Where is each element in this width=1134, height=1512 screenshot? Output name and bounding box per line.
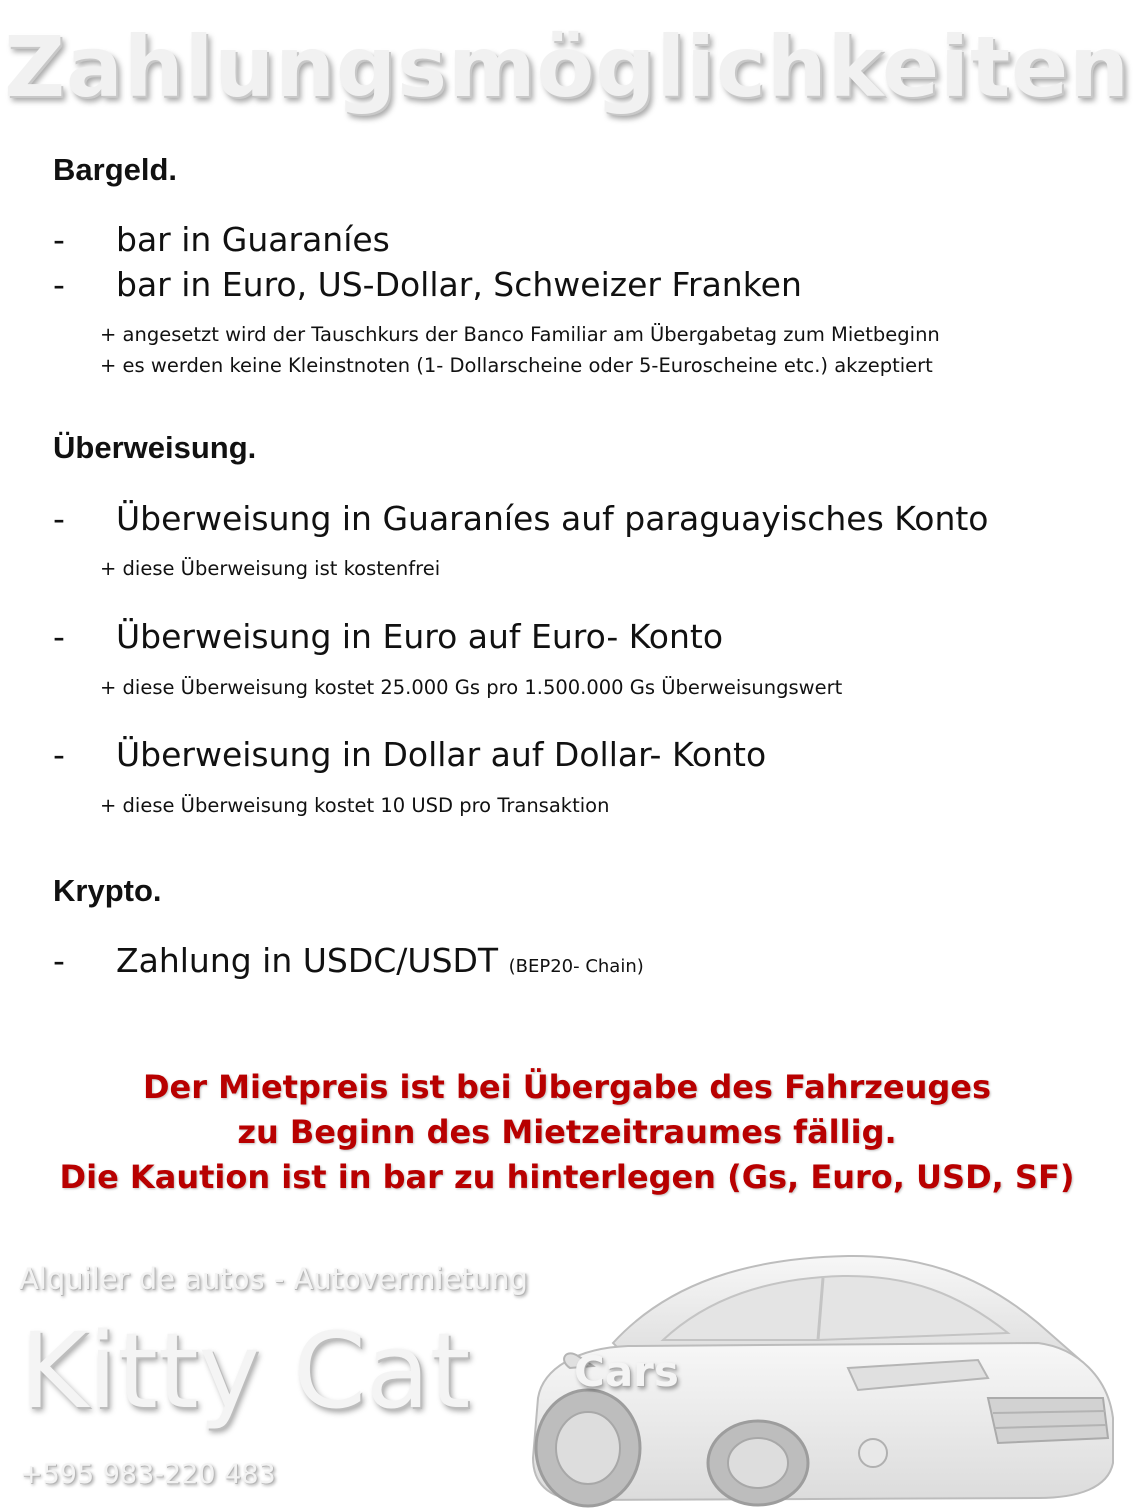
brand-logo-text: Kitty Cat — [20, 1310, 471, 1432]
notice-line: zu Beginn des Mietzeitraumes fällig. — [237, 1113, 897, 1151]
note-text: + diese Überweisung kostet 10 USD pro Transaktion — [100, 794, 610, 817]
list-item: - Überweisung in Euro auf Euro- Konto — [53, 617, 724, 656]
note-text: + angesetzt wird der Tauschkurs der Banco Familiar am Übergabetag zum Mietbeginn — [100, 323, 940, 346]
section-heading-cash: Bargeld. — [53, 152, 178, 187]
list-item: - Überweisung in Dollar auf Dollar- Konto — [53, 735, 767, 774]
section-heading-transfer: Überweisung. — [53, 430, 257, 465]
list-item: - bar in Guaraníes — [53, 220, 390, 259]
notice-line: Der Mietpreis ist bei Übergabe des Fahrzeuges — [142, 1068, 992, 1106]
payment-notice — [0, 1065, 1134, 1200]
note-text: + diese Überweisung ist kostenfrei — [100, 557, 441, 580]
section-heading-crypto: Krypto. — [53, 873, 162, 908]
phone-number: +595 983-220 483 — [20, 1459, 276, 1490]
page-title: Zahlungsmöglichkeiten — [4, 18, 1130, 116]
list-item: - Zahlung in USDC/USDT (BEP20- Chain) — [53, 941, 644, 980]
list-item: - bar in Euro, US-Dollar, Schweizer Franken — [53, 265, 802, 304]
notice-line: Die Kaution ist in bar zu hinterlegen (Gs, Euro, USD, SF) — [59, 1158, 1075, 1196]
note-text: + es werden keine Kleinstnoten (1- Dollarscheine oder 5-Euroscheine etc.) akzeptiert — [100, 354, 933, 377]
list-item: - Überweisung in Guaraníes auf paraguayisches Konto — [53, 499, 989, 538]
chain-note: (BEP20- Chain) — [508, 956, 644, 977]
note-text: + diese Überweisung kostet 25.000 Gs pro 1.500.000 Gs Überweisungswert — [100, 676, 843, 699]
brand-tag: Cars — [574, 1347, 679, 1396]
brand-subtitle: Alquiler de autos - Autovermietung — [19, 1262, 528, 1296]
